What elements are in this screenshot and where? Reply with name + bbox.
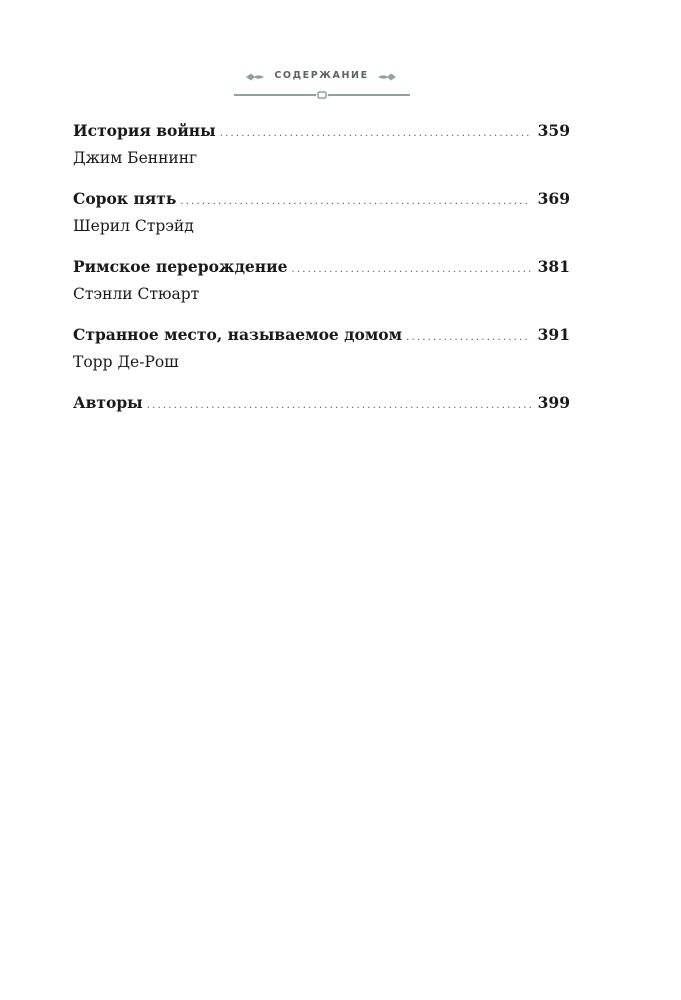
entry-page-number: 399 — [537, 393, 570, 412]
entry-author: Шерил Стрэйд — [73, 217, 194, 235]
table-of-contents — [73, 120, 570, 422]
entry-title: Авторы — [73, 393, 143, 412]
entry-page-number: 391 — [537, 325, 570, 344]
entry-page-number: 381 — [537, 257, 570, 276]
section-title: СОДЕРЖАНИЕ — [274, 70, 369, 81]
dot-leader — [291, 259, 530, 281]
entry-author: Стэнли Стюарт — [73, 285, 200, 303]
toc-entry[interactable] — [73, 188, 570, 256]
decorative-rule-icon — [232, 90, 412, 100]
entry-page-number: 359 — [537, 121, 570, 140]
entry-title: Странное место, называемое домом — [73, 325, 403, 344]
toc-entry[interactable] — [73, 256, 570, 324]
dot-leader — [147, 395, 531, 417]
toc-entry[interactable] — [73, 324, 570, 392]
dot-leader — [180, 191, 530, 213]
entry-title: История войны — [73, 121, 216, 140]
entry-author: Торр Де-Рош — [73, 353, 179, 371]
dot-leader — [220, 123, 531, 145]
toc-header — [0, 62, 681, 102]
entry-title: Римское перерождение — [73, 257, 288, 276]
dot-leader — [406, 327, 531, 349]
toc-entry[interactable] — [73, 120, 570, 188]
entry-title: Сорок пять — [73, 189, 177, 208]
entry-author: Джим Беннинг — [73, 149, 198, 167]
leaf-ornament-right-icon — [377, 72, 397, 82]
entry-page-number: 369 — [537, 189, 570, 208]
toc-entry[interactable] — [73, 392, 570, 422]
